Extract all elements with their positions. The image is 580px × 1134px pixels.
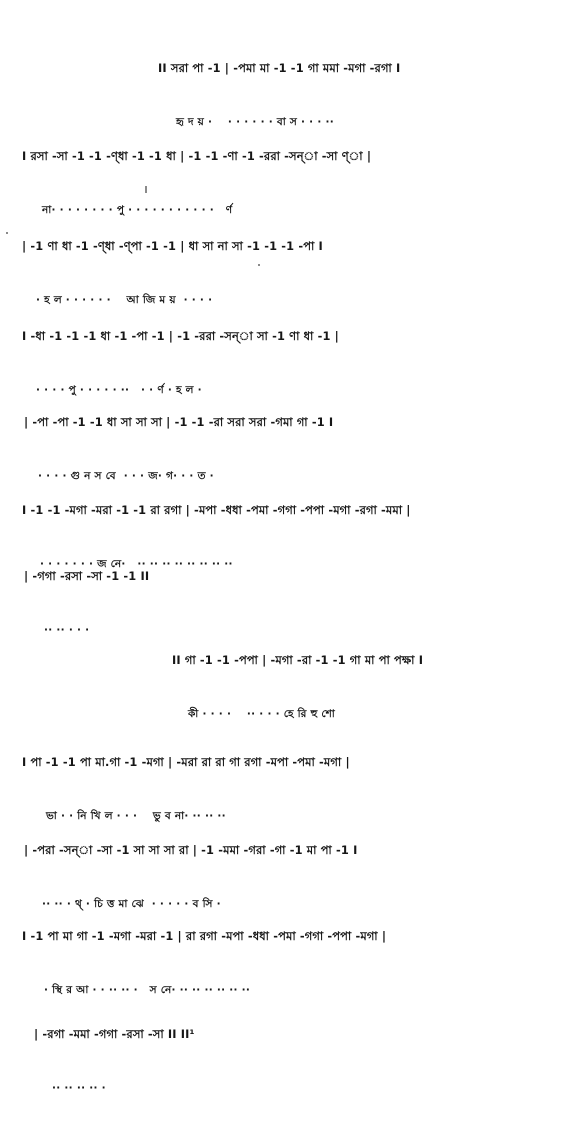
sargam-line: I -1 -1 -মগা -মরা -1 -1 রা রগা | -মপা -ধধা -পমা -গগা -পপা -মগা -রগা -মমা |	[22, 503, 411, 517]
stave-12	[34, 988, 195, 1134]
lyric-line: কী · · · · ·· · · · হে রি হু শো	[188, 708, 336, 720]
sargam-line: | -পা -পা -1 -1 ধা সা সা সা | -1 -1 -রা সরা সরা -গমা গা -1 I	[24, 415, 334, 429]
print-speck	[6, 232, 8, 234]
lyric-line: না· · · · · · · · পু · · · · · · · · · · · ৰ্ণ	[42, 204, 233, 216]
sargam-line: II সরা পা -1 | -পমা মা -1 -1 গা মমা -মগা -রগা I	[158, 61, 401, 75]
lyric-line: ভা · · নি খি ল · · · ভু ব না· ·· ·· ··	[46, 810, 226, 822]
sargam-line: | -পরা -সন্া -সা -1 সা সা সা রা | -1 -মমা -গরা -গা -1 মা পা -1 I	[24, 843, 358, 857]
stave-7	[24, 530, 149, 676]
sargam-line: I -1 পা মা গা -1 -মগা -মরা -1 | রা রগা -মপা -ধধা -পমা -গগা -পপা -মগা |	[22, 929, 387, 943]
lyric-line: · স্থি র আ · · ·· ·· · স নে· ·· ·· ·· ·· ·· ··	[44, 984, 251, 996]
sargam-line: | -গগা -রসা -সা -1 -1 II	[24, 569, 150, 583]
print-speck	[258, 264, 260, 266]
sargam-line: II গা -1 -1 -পপা | -মগা -রা -1 -1 গা মা পা পক্ষা I	[172, 653, 424, 667]
lyric-line: · হ ল · · · · · · আ জি ম য় · · · ·	[36, 294, 213, 306]
sargam-line: | -রগা -মমা -গগা -রসা -সা II II¹	[34, 1027, 195, 1041]
print-speck	[145, 186, 147, 193]
lyric-line: · · · · · · · জ নে· ·· ·· ·· ·· ·· ·· ·· ··	[40, 558, 233, 570]
sargam-line: I পা -1 -1 পা মা.গা -1 -মগা | -মরা রা রা গা রগা -মপা -পমা -মগা |	[22, 755, 350, 769]
lyric-line: হৃ দ য় · · · · · · · বা স · · · ··	[176, 116, 334, 128]
sargam-line: I -ধা -1 -1 -1 ধা -1 -পা -1 | -1 -ররা -সন্া সা -1 ণা ধা -1 |	[22, 329, 339, 343]
sargam-line: I রসা -সা -1 -1 -ণ্ধা -1 -1 ধা | -1 -1 -ণা -1 -ররা -সন্া -সা ণ্া |	[22, 149, 372, 163]
lyric-line: ·· ·· · থ্ · চি ত্ত মা ঝে · · · · · ব সি ·	[42, 898, 221, 910]
lyric-line: ·· ·· ·· ·· ·	[52, 1082, 106, 1094]
lyric-line: · · · · গু ন স বে · · · জ· গ· · · ত ·	[38, 470, 214, 482]
lyric-line: · · · · পু · · · · · ·· · · র্ণ · হ ল ·	[36, 384, 202, 396]
sargam-line: | -1 ণা ধা -1 -ণ্ধা -ণ্পা -1 -1 | ধা সা না সা -1 -1 -1 -পা I	[22, 239, 323, 253]
lyric-line: ·· ·· · · ·	[44, 624, 90, 636]
